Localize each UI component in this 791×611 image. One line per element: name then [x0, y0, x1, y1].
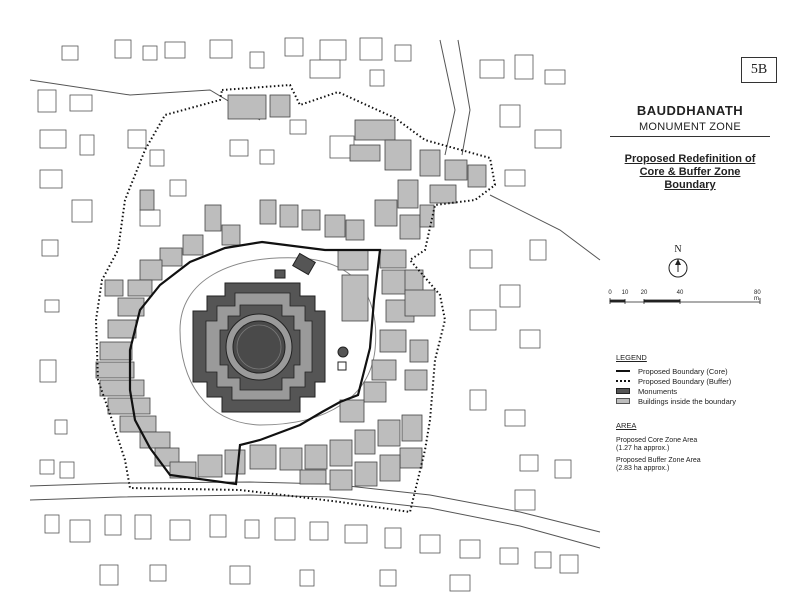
scale-tick-20: 20 — [640, 290, 648, 296]
west-road — [30, 80, 260, 120]
legend-label-buffer: Proposed Boundary (Buffer) — [638, 376, 732, 386]
scale-tick-80: 80 m — [754, 290, 761, 302]
core-area — [616, 437, 776, 454]
zone-subtitle: MONUMENT ZONE — [638, 121, 742, 133]
scale-tick-10: 10 — [621, 290, 629, 296]
legend-item-core — [616, 366, 786, 376]
proposal-subtitle — [600, 153, 780, 192]
building-swatch — [616, 398, 630, 404]
scale-tick-40: 40 — [676, 290, 684, 296]
sheet-number-badge: 5B — [741, 57, 777, 83]
title-block — [600, 103, 780, 192]
map-title: BAUDDHANATH — [636, 103, 744, 118]
north-label: N — [674, 244, 682, 255]
stupa-dome — [233, 321, 285, 373]
subtitle-line-2: Core & Buffer Zone — [639, 166, 741, 178]
monument-small-3 — [338, 347, 348, 357]
north-road — [440, 40, 455, 155]
monument-small-2 — [275, 270, 285, 278]
buffer-area — [616, 457, 776, 474]
legend-item-monuments — [616, 386, 786, 396]
legend-label-buildings: Buildings inside the boundary — [638, 396, 736, 406]
legend-heading: LEGEND — [616, 353, 647, 362]
north-arrow — [669, 259, 687, 277]
core-line-swatch — [616, 370, 630, 372]
core-area-label: Proposed Core Zone Area — [616, 436, 698, 444]
scale-tick-0: 0 — [608, 290, 612, 296]
monument-small-1 — [293, 253, 316, 274]
area-section — [616, 422, 776, 477]
north-road-edge — [458, 40, 470, 155]
buffer-line-swatch — [616, 380, 630, 382]
subtitle-line-3: Boundary — [664, 179, 716, 191]
monument-swatch — [616, 388, 630, 394]
buffer-area-value: (2.83 ha approx.) — [616, 465, 670, 472]
monument-small-4 — [338, 362, 346, 370]
buffer-area-label: Proposed Buffer Zone Area — [616, 456, 701, 464]
scale-labels — [602, 290, 772, 300]
legend-item-buffer — [616, 376, 786, 386]
area-heading: AREA — [616, 421, 637, 430]
legend-label-core: Proposed Boundary (Core) — [638, 366, 728, 376]
subtitle-line-1: Proposed Redefinition of — [624, 153, 756, 165]
legend-label-monuments: Monuments — [638, 386, 678, 396]
legend — [616, 353, 786, 406]
title-divider — [610, 136, 770, 137]
legend-item-buildings — [616, 396, 786, 406]
core-area-value: (1.27 ha approx.) — [616, 445, 670, 452]
stupa-complex — [193, 253, 348, 412]
